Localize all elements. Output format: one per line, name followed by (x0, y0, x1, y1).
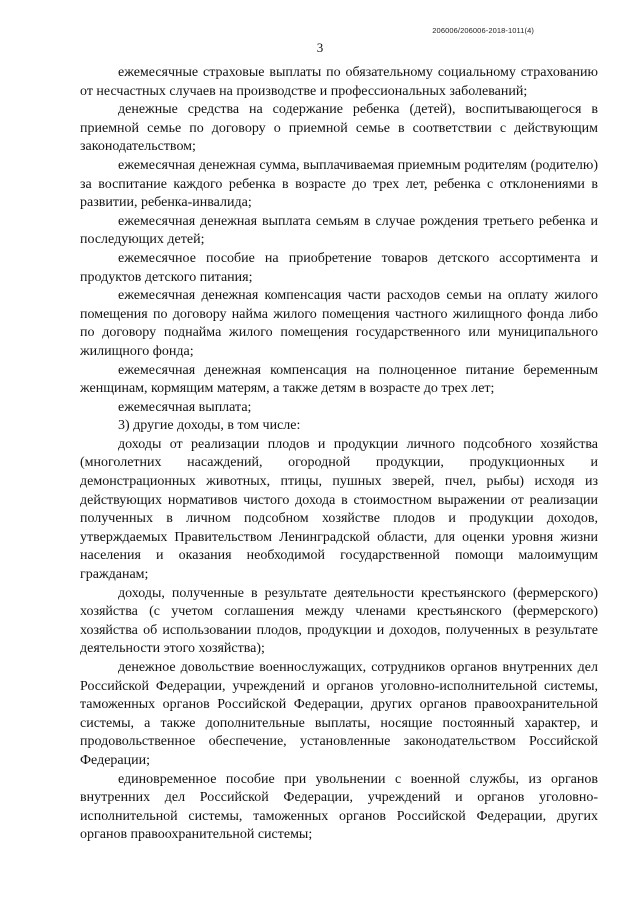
page-number: 3 (316, 40, 324, 55)
paragraph-monthly-payment: ежемесячная выплата; (118, 399, 252, 415)
paragraph-insurance-payments: ежемесячные страховые выплаты по обязательному социальному страхованию от несчастных случаев на производстве и профессиональных заболеваний; (80, 65, 598, 99)
paragraph-child-maintenance: денежные средства на содержание ребенка (детей), воспитывающегося в приемной семье по договору о приемной семье в соответствии с действующим законодательством; (80, 102, 598, 155)
paragraph-third-child-payment: ежемесячная денежная выплата семьям в случае рождения третьего ребенка и последующих детей; (80, 213, 598, 248)
paragraph-other-income-heading: 3) другие доходы, в том числе: (118, 418, 301, 434)
paragraph-child-goods-allowance: ежемесячное пособие на приобретение товаров детского ассортимента и продуктов детского питания; (80, 250, 598, 285)
paragraph-housing-compensation: ежемесячная денежная компенсация части расходов семьи на оплату жилого помещения по договору найма жилого помещения частного жилищного фонда либо по договору поднайма жилого помещения государственного или муниципального жилищного фонда; (80, 288, 598, 359)
paragraph-military-allowance: денежное довольствие военнослужащих, сотрудников органов внутренних дел Российской Федерации, учреждений и органов уголовно-исполнительной системы, таможенных органов Российской Федерации, других органов правоохранительной системы, а также дополнительные выплаты, носящие постоянный характер, и продовольственное обеспечение, установленные законодательством Российской Федерации; (80, 660, 598, 768)
paragraph-farm-income: доходы, полученные в результате деятельности крестьянского (фермерского) хозяйства (с учетом соглашения между членами крестьянского (фермерского) хозяйства об использовании плодов, продукции и доходов, полученных в результате деятельности этого хозяйства); (80, 585, 598, 657)
paragraph-foster-parents-sum: ежемесячная денежная сумма, выплачиваемая приемным родителям (родителю) за воспитание каждого ребенка в возрасте до трех лет, ребенка с отклонениями в развитии, ребенка-инвалида; (80, 157, 598, 211)
paragraph-severance-allowance: единовременное пособие при увольнении с военной службы, из органов внутренних дел Российской Федерации, учреждений и органов уголовно-исполнительной системы, таможенных органов Российской Федерации, других органов правоохранительной системы; (80, 771, 598, 843)
document-body (80, 64, 598, 845)
document-id: 206006/206006-2018-1011(4) (432, 26, 534, 35)
paragraph-household-plot-income: доходы от реализации плодов и продукции личного подсобного хозяйства (многолетних насаждений, огородной продукции, продукционных и демонстрационных животных, птицы, пушных зверей, пчел, рыбы) исходя из действующих нормативов чистого дохода в стоимостном выражении от реализации полученных в личном подсобном хозяйстве плодов и продукции доходов, утверждаемых Правительством Ленинградской области, для оценки уровня жизни населения и оказания необходимой государственной помощи малоимущим гражданам; (80, 436, 598, 583)
paragraph-nutrition-compensation: ежемесячная денежная компенсация на полноценное питание беременным женщинам, кормящим матерям, а также детям в возрасте до трех лет; (80, 362, 598, 397)
